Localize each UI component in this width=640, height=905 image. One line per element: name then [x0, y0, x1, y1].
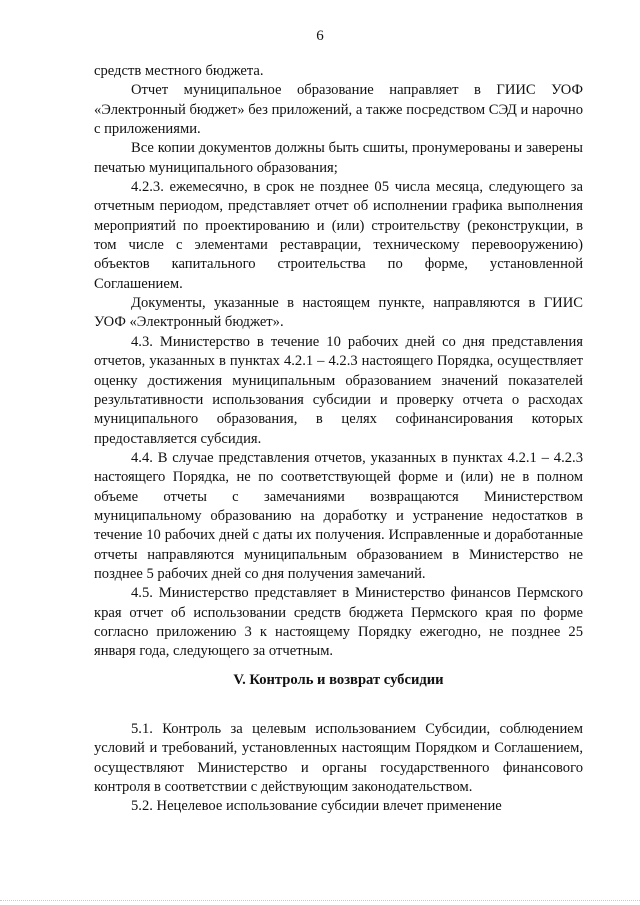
paragraph-4-5: 4.5. Министерство представляет в Министерство финансов Пермского края отчет об использовании средств бюджета Пермского края по форме согласно приложению 3 к настоящему Порядку ежегодно, не позднее 25 января года, следующего за отчетным.: [94, 585, 583, 660]
paragraph-report-submission: Отчет муниципальное образование направляет в ГИИС УОФ «Электронный бюджет» без приложений, а также посредством СЭД и нарочно с приложениями.: [94, 82, 583, 138]
section-heading: V. Контроль и возврат субсидии: [233, 671, 444, 688]
paragraph-5-1: 5.1. Контроль за целевым использованием Субсидии, соблюдением условий и требований, установленных настоящим Порядком и Соглашением, осуществляют Министерство и органы государственного финансового контроля в соответствии с действующим законодательством.: [94, 721, 583, 796]
paragraph-document-copies: Все копии документов должны быть сшиты, пронумерованы и заверены печатью муниципального образования;: [94, 140, 583, 176]
paragraph-continuation: средств местного бюджета.: [94, 63, 264, 79]
paragraph-4-3: 4.3. Министерство в течение 10 рабочих дней со дня представления отчетов, указанных в пунктах 4.2.1 – 4.2.3 настоящего Порядка, осуществляет оценку достижения муниципальным образованием значений показателей результативности использования субсидии и проверку отчета о расходах муниципального образования, в целях софинансирования которых предоставляется субсидия.: [94, 333, 583, 447]
document-body: [94, 62, 583, 817]
page-bottom-edge: [0, 900, 640, 902]
page-number: 6: [316, 28, 324, 44]
paragraph-documents-sent: Документы, указанные в настоящем пункте, направляются в ГИИС УОФ «Электронный бюджет».: [94, 295, 583, 331]
paragraph-5-2: 5.2. Нецелевое использование субсидии влечет применение: [131, 798, 502, 815]
paragraph-4-4: 4.4. В случае представления отчетов, указанных в пунктах 4.2.1 – 4.2.3 настоящего Порядка, не по соответствующей форме и (или) не в полном объеме отчеты с замечаниями возвращаются Министерством муниципальному образованию на доработку и устранение недостатков в течение 10 рабочих дней с даты их получения. Исправленные и доработанные отчеты направляются муниципальным образованием в Министерство не позднее 5 рабочих дней со дня получения замечаний.: [94, 449, 583, 582]
paragraph-4-2-3: 4.2.3. ежемесячно, в срок не позднее 05 числа месяца, следующего за отчетным периодом, представляет отчет об исполнении графика выполнения мероприятий по проектированию и (или) строительству (реконструкции, в том числе с элементами реставрации, техническому перевооружению) объектов капитального строительства по форме, установленной Соглашением.: [94, 179, 583, 292]
